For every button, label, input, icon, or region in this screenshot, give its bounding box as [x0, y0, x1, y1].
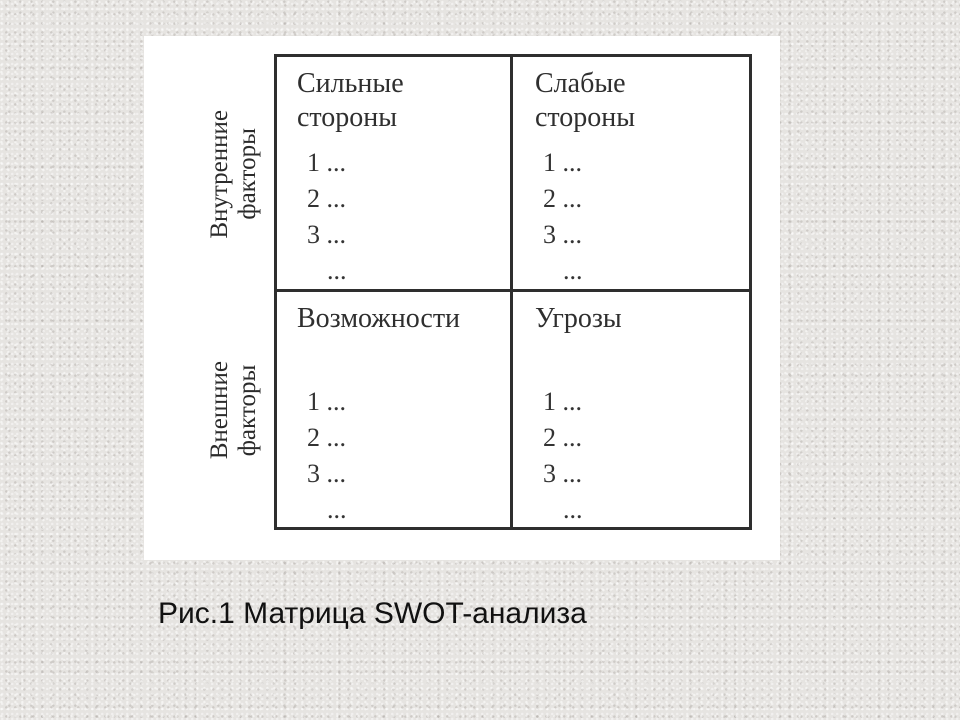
- swot-matrix: [274, 54, 752, 530]
- list-item: 2 ...: [543, 184, 582, 213]
- quadrant-title: Возможности: [297, 303, 461, 334]
- list-item: 1 ...: [543, 148, 582, 177]
- quadrant-opportunities: [277, 292, 513, 527]
- quadrant-weaknesses: [513, 57, 749, 292]
- quadrant-title: Сильные стороны: [297, 68, 404, 133]
- quadrant-threats: [513, 292, 749, 527]
- list-item-ellipsis: ...: [563, 495, 583, 524]
- axis-label-external-text: Внешние факторы: [206, 360, 261, 460]
- list-item: 3 ...: [543, 459, 582, 488]
- figure-caption: Рис.1 Матрица SWOT-анализа: [158, 597, 587, 630]
- list-item: 2 ...: [307, 184, 346, 213]
- list-item-ellipsis: ...: [327, 495, 347, 524]
- quadrant-title: Угрозы: [535, 303, 622, 334]
- quadrant-item-list: [307, 384, 347, 528]
- axis-label-internal-text: Внутренние факторы: [206, 109, 261, 239]
- list-item: 1 ...: [307, 387, 346, 416]
- list-item: 2 ...: [543, 423, 582, 452]
- list-item: 2 ...: [307, 423, 346, 452]
- swot-figure: [144, 36, 780, 560]
- quadrant-item-list: [543, 384, 583, 528]
- list-item: 3 ...: [307, 459, 346, 488]
- quadrant-item-list: [543, 145, 583, 289]
- list-item: 3 ...: [543, 220, 582, 249]
- list-item-ellipsis: ...: [563, 256, 583, 285]
- quadrant-strengths: [277, 57, 513, 292]
- axis-label-external-factors: [194, 292, 274, 528]
- axis-label-internal-factors: [194, 56, 274, 292]
- list-item-ellipsis: ...: [327, 256, 347, 285]
- list-item: 1 ...: [543, 387, 582, 416]
- list-item: 1 ...: [307, 148, 346, 177]
- quadrant-title: Слабые стороны: [535, 68, 636, 133]
- list-item: 3 ...: [307, 220, 346, 249]
- quadrant-item-list: [307, 145, 347, 289]
